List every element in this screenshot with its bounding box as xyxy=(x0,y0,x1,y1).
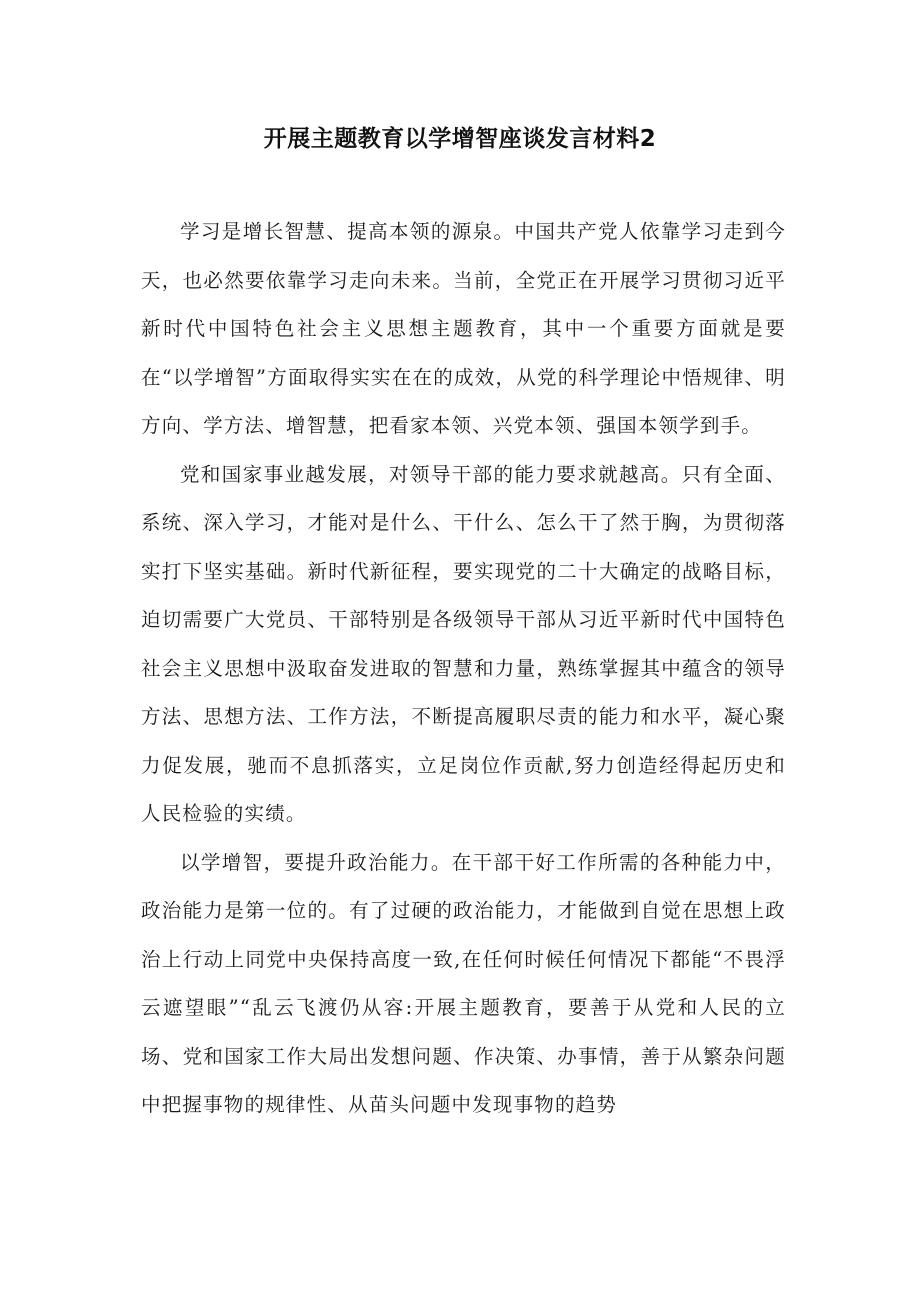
paragraph-3: 以学增智，要提升政治能力。在干部干好工作所需的各种能力中，政治能力是第一位的。有了过硬的政治能力，才能做到自觉在思想上政治上行动上同党中央保持高度一致,在任何时候任何情况下都能“不畏浮云遮望眼”“乱云飞渡仍从容:开展主题教育，要善于从党和人民的立场、党和国家工作大局出发想问题、作决策、办事情，善于从繁杂问题中把握事物的规律性、从苗头问题中发现事物的趋势 xyxy=(141,850,786,1116)
document-title: 开展主题教育以学增智座谈发言材料2 xyxy=(263,126,657,152)
document-body xyxy=(141,208,786,1130)
paragraph-2: 党和国家事业越发展，对领导干部的能力要求就越高。只有全面、系统、深入学习，才能对是什么、干什么、怎么干了然于胸，为贯彻落实打下坚实基础。新时代新征程，要实现党的二十大确定的战略目标，迫切需要广大党员、干部特别是各级领导干部从习近平新时代中国特色社会主义思想中汲取奋发进取的智慧和力量，熟练掌握其中蕴含的领导方法、思想方法、工作方法，不断提高履职尽责的能力和水平，凝心聚力促发展，驰而不息抓落实，立足岗位作贡献,努力创造经得起历史和人民检验的实绩。 xyxy=(141,462,786,825)
paragraph-1: 学习是增长智慧、提高本领的源泉。中国共产党人依靠学习走到今天，也必然要依靠学习走向未来。当前，全党正在开展学习贯彻习近平新时代中国特色社会主义思想主题教育，其中一个重要方面就是要在“以学增智”方面取得实实在在的成效，从党的科学理论中悟规律、明方向、学方法、增智慧，把看家本领、兴党本领、强国本领学到手。 xyxy=(141,220,786,437)
